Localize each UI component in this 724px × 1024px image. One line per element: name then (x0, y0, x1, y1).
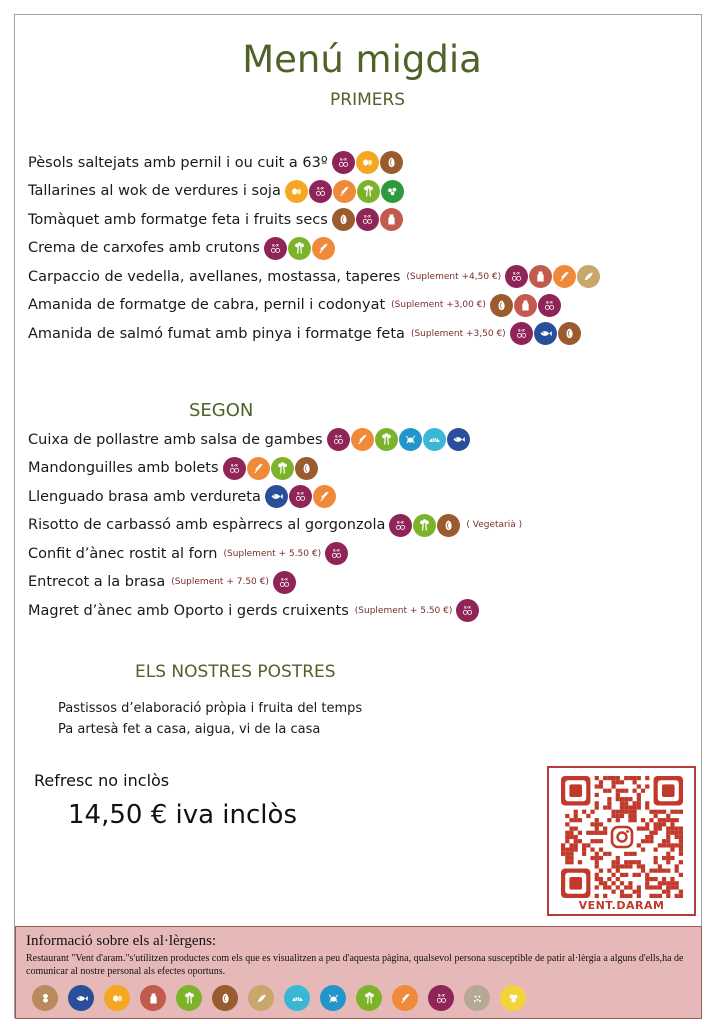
dish-supplement: (Suplement +3,50 €) (410, 328, 506, 339)
nuts-icon (332, 208, 355, 231)
svg-text:E-X: E-X (272, 243, 279, 248)
dish-item (28, 180, 404, 203)
allergen-icons (456, 599, 479, 622)
mustard-icon (577, 265, 600, 288)
dish-name: Magret d’ànec amb Oporto i gerds cruixents (28, 602, 349, 619)
gluten-icon (313, 485, 336, 508)
crustacean-icon (320, 985, 346, 1011)
dish-name: Mandonguilles amb bolets (28, 460, 219, 476)
svg-text:E-X: E-X (517, 328, 525, 333)
celery-icon (176, 985, 202, 1011)
dish-name: Cuixa de pollastre amb salsa de gambes (28, 431, 323, 448)
allergen-icons (223, 457, 318, 480)
gluten-icon (392, 985, 418, 1011)
dish-supplement: ( Vegetarià ) (466, 520, 523, 530)
dish-supplement: (Suplement + 5.50 €) (354, 605, 453, 616)
sulfites-icon (327, 428, 350, 451)
gluten-icon (333, 180, 356, 203)
allergen-icons (273, 571, 296, 594)
dish-item (28, 322, 581, 345)
allergen-icons (510, 322, 581, 345)
svg-text:E-X: E-X (230, 463, 238, 468)
svg-text:E-X: E-X (296, 491, 304, 496)
sulfites-icon (510, 322, 533, 345)
dish-item (28, 485, 336, 508)
nuts-icon (295, 457, 318, 480)
sulfites-icon (309, 180, 332, 203)
dish-item (28, 237, 335, 260)
celery-icon (271, 457, 294, 480)
dish-item (28, 571, 296, 594)
allergen-text: Restaurant "Vent d'aram."s'utilitzen productes com els que es visualitzen a peu d'aquesta pàgina, qualsevol persona susceptible de patir al·lèrgia a alguns d'ells,ha de comunicar al nostre personal als efectes oportuns. (26, 953, 684, 977)
sesame-icon (464, 985, 490, 1011)
section-primers: PRIMERS (330, 90, 406, 110)
fish-icon (447, 428, 470, 451)
allergen-icons (389, 514, 460, 537)
drink-note: Refresc no inclòs (34, 771, 170, 790)
svg-text:E-X: E-X (397, 520, 405, 525)
nuts-icon (490, 294, 513, 317)
celery-icon (375, 428, 398, 451)
gluten-icon (312, 237, 335, 260)
svg-text:E-X: E-X (464, 605, 472, 610)
dessert-line: Pa artesà fet a casa, aigua, vi de la casa (58, 722, 321, 737)
egg-icon (104, 985, 130, 1011)
dish-name: Pèsols saltejats amb pernil i ou cuit a 63º (28, 154, 328, 171)
svg-text:E-X: E-X (317, 186, 324, 191)
soy-icon (381, 180, 404, 203)
gluten-icon (247, 457, 270, 480)
dish-supplement: (Suplement +3,00 €) (391, 300, 486, 310)
fish-icon (534, 322, 557, 345)
gluten-icon (351, 428, 374, 451)
nuts-icon (558, 322, 581, 345)
milk-icon (380, 208, 403, 231)
svg-text:E-X: E-X (333, 548, 340, 553)
svg-text:E-X: E-X (546, 300, 553, 305)
sulfites-icon (505, 265, 528, 288)
celery-icon (413, 514, 436, 537)
sulfites-icon (389, 514, 412, 537)
dish-supplement: (Suplement + 5.50 €) (223, 548, 322, 559)
dish-name: Amanida de salmó fumat amb pinya i formatge feta (28, 325, 405, 342)
milk-icon (529, 265, 552, 288)
allergen-icons (325, 542, 348, 565)
dish-name: Entrecot a la brasa (28, 574, 166, 590)
dish-item (28, 428, 470, 451)
dish-item (28, 542, 348, 565)
dish-item (28, 151, 403, 174)
svg-text:E-X: E-X (281, 577, 288, 582)
egg-icon (356, 151, 379, 174)
allergen-legend (32, 985, 526, 1011)
milk-icon (514, 294, 537, 317)
dish-item (28, 599, 479, 622)
dish-name: Amanida de formatge de cabra, pernil i codonyat (28, 297, 386, 313)
allergen-icons (327, 428, 470, 451)
dish-name: Risotto de carbassó amb espàrrecs al gorgonzola (28, 517, 386, 533)
dish-supplement: (Suplement +4,50 €) (406, 271, 502, 282)
sulfites-icon (356, 208, 379, 231)
sulfites-icon (264, 237, 287, 260)
allergen-icons (332, 151, 403, 174)
gluten-icon (553, 265, 576, 288)
sulfites-icon (456, 599, 479, 622)
dish-name: Tomàquet amb formatge feta i fruits secs (28, 211, 328, 228)
dish-name: Confit d’ànec rostit al forn (28, 545, 218, 562)
celery-icon (356, 985, 382, 1011)
fish-icon (68, 985, 94, 1011)
svg-text:E-X: E-X (437, 993, 445, 998)
crustacean-icon (399, 428, 422, 451)
svg-text:E-X: E-X (339, 157, 347, 162)
dessert-line: Pastissos d’elaboració pròpia i fruita del temps (58, 701, 363, 716)
allergen-title: Informació sobre els al·lèrgens: (26, 933, 217, 949)
menu-price: 14,50 € iva inclòs (68, 800, 297, 830)
mustard-icon (248, 985, 274, 1011)
nuts-icon (212, 985, 238, 1011)
dish-item (28, 457, 318, 480)
sulfites-icon (289, 485, 312, 508)
allergen-icons (264, 237, 335, 260)
dish-name: Tallarines al wok de verdures i soja (28, 183, 281, 199)
celery-icon (357, 180, 380, 203)
nuts-icon (437, 514, 460, 537)
svg-text:E-X: E-X (513, 271, 521, 276)
mollusc-icon (284, 985, 310, 1011)
sulfites-icon (428, 985, 454, 1011)
dish-supplement: (Suplement + 7.50 €) (171, 577, 269, 587)
qr-label: VENT.DARAM (578, 899, 665, 912)
instagram-qr-code[interactable] (547, 766, 696, 916)
dish-item (28, 514, 522, 537)
lupin-icon (500, 985, 526, 1011)
menu-title: Menú migdia (242, 38, 482, 81)
allergen-icons (332, 208, 403, 231)
sulfites-icon (332, 151, 355, 174)
svg-text:E-X: E-X (334, 434, 342, 439)
mollusc-icon (423, 428, 446, 451)
sulfites-icon (325, 542, 348, 565)
dish-name: Carpaccio de vedella, avellanes, mostassa, taperes (28, 268, 401, 285)
qr-pattern (561, 776, 683, 898)
milk-icon (140, 985, 166, 1011)
dish-item (28, 265, 600, 288)
fish-icon (265, 485, 288, 508)
sulfites-icon (223, 457, 246, 480)
egg-icon (285, 180, 308, 203)
dish-item (28, 294, 561, 317)
section-segon: SEGON (189, 400, 254, 421)
section-postres: ELS NOSTRES POSTRES (135, 662, 336, 682)
nuts-icon (380, 151, 403, 174)
dish-name: Llenguado brasa amb verdureta (28, 488, 261, 505)
celery-icon (288, 237, 311, 260)
allergen-info-box (15, 926, 702, 1019)
allergen-icons (285, 180, 404, 203)
dish-item (28, 208, 403, 231)
peanuts-icon (32, 985, 58, 1011)
sulfites-icon (273, 571, 296, 594)
sulfites-icon (538, 294, 561, 317)
allergen-icons (505, 265, 600, 288)
svg-text:E-X: E-X (363, 214, 371, 219)
allergen-icons (265, 485, 336, 508)
allergen-icons (490, 294, 561, 317)
dish-name: Crema de carxofes amb crutons (28, 240, 260, 256)
